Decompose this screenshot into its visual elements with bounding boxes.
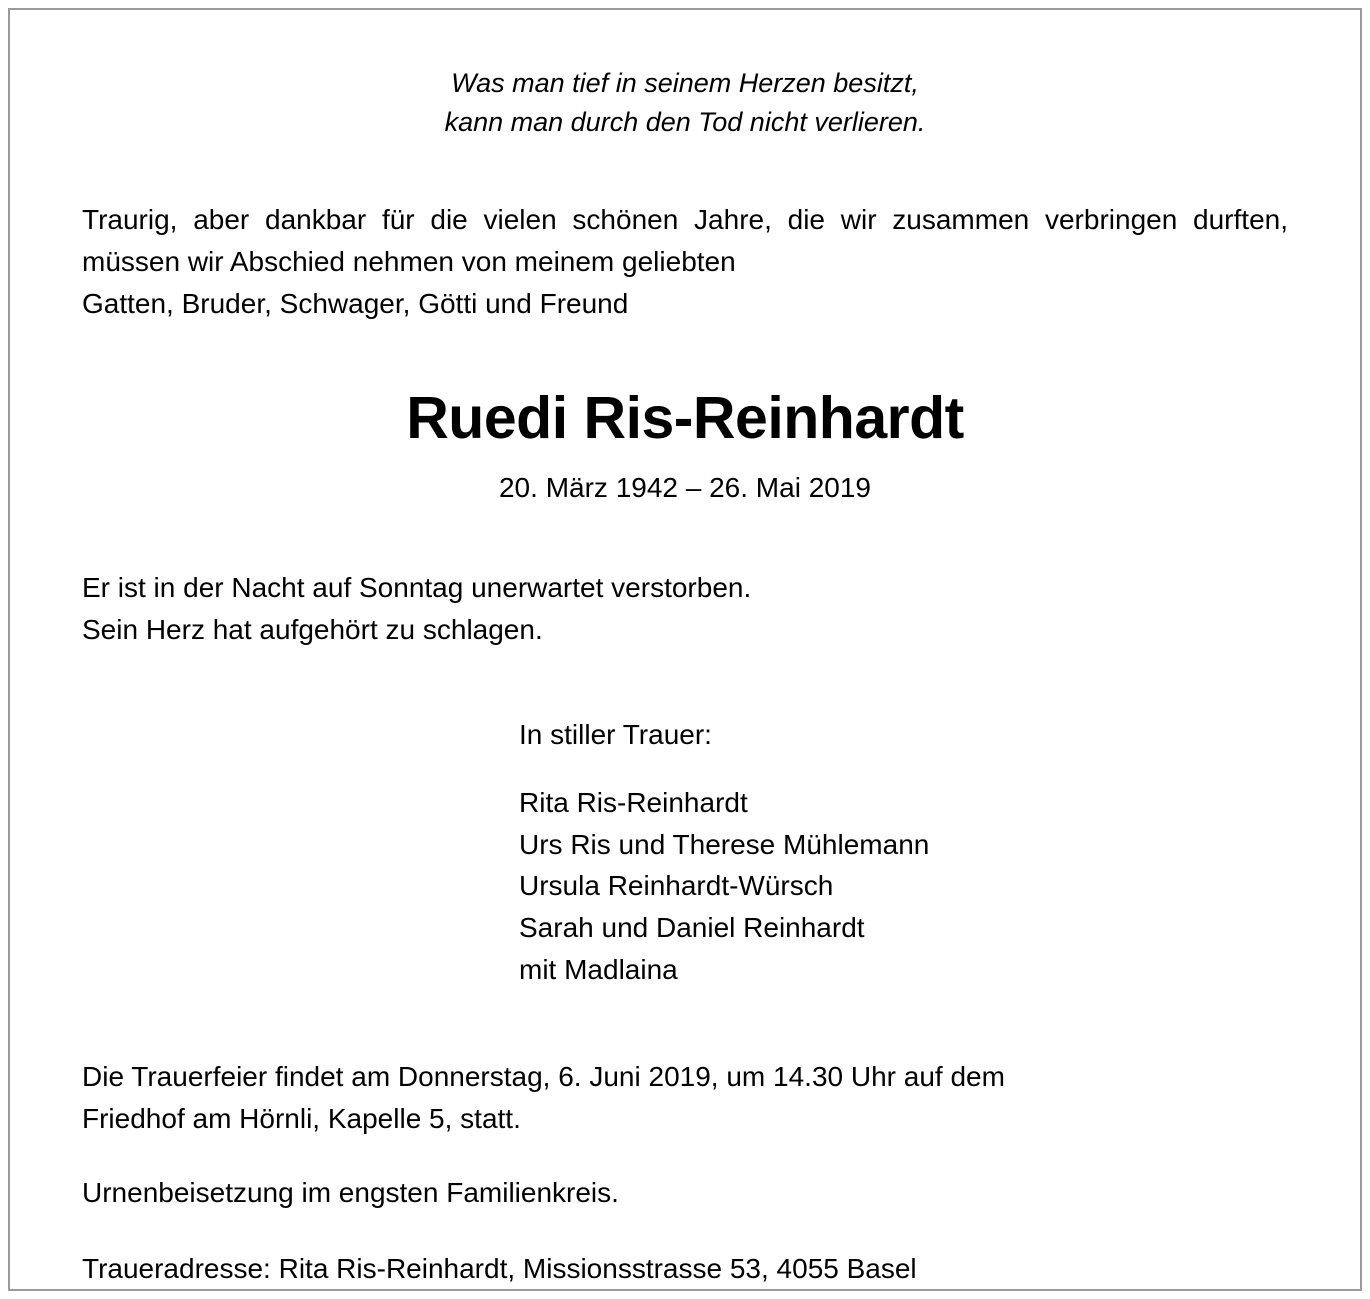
deceased-dates: 20. März 1942 – 26. Mai 2019 xyxy=(498,472,871,504)
mourning-address: Traueradresse: Rita Ris-Reinhardt, Missionsstrasse 53, 4055 Basel xyxy=(82,1253,917,1285)
deceased-name: Ruedi Ris-Reinhardt xyxy=(406,385,964,452)
ceremony-text: Die Trauerfeier findet am Donnerstag, 6. Juni 2019, um 14.30 Uhr auf dem xyxy=(82,1061,1005,1093)
notice-content xyxy=(82,50,1288,1285)
notice-frame xyxy=(8,8,1362,1291)
mourner-name: Ursula Reinhardt-Würsch xyxy=(519,870,834,902)
ceremony-last-line: Friedhof am Hörnli, Kapelle 5, statt. xyxy=(82,1103,521,1135)
mourner-name: Sarah und Daniel Reinhardt xyxy=(519,911,865,943)
mourner-name: Rita Ris-Reinhardt xyxy=(519,786,748,818)
intro-text: Traurig, aber dankbar für die vielen schönen Jahre, die wir zusammen verbringen durften, müssen wir Abschied nehmen von meinem geliebten xyxy=(82,204,1288,278)
mourner-name: mit Madlaina xyxy=(519,953,678,985)
passing-line-2: Sein Herz hat aufgehört zu schlagen. xyxy=(82,613,543,645)
epitaph-quote xyxy=(82,64,1288,142)
mourners-heading: In stiller Trauer: xyxy=(519,719,712,751)
mourner-name: Urs Ris und Therese Mühlemann xyxy=(519,828,930,860)
urn-note: Urnenbeisetzung im engsten Familienkreis. xyxy=(82,1177,619,1209)
passing-line-1: Er ist in der Nacht auf Sonntag unerwartet verstorben. xyxy=(82,572,752,604)
epitaph-line-1: Was man tief in seinem Herzen besitzt, xyxy=(451,68,919,98)
intro-last-line: Gatten, Bruder, Schwager, Götti und Freund xyxy=(82,288,629,320)
passing-paragraph xyxy=(82,567,1288,650)
intro-paragraph xyxy=(82,199,1288,325)
epitaph-line-2: kann man durch den Tod nicht verlieren. xyxy=(444,107,926,138)
ceremony-paragraph xyxy=(82,1056,1288,1140)
mourners-block xyxy=(519,714,1288,990)
